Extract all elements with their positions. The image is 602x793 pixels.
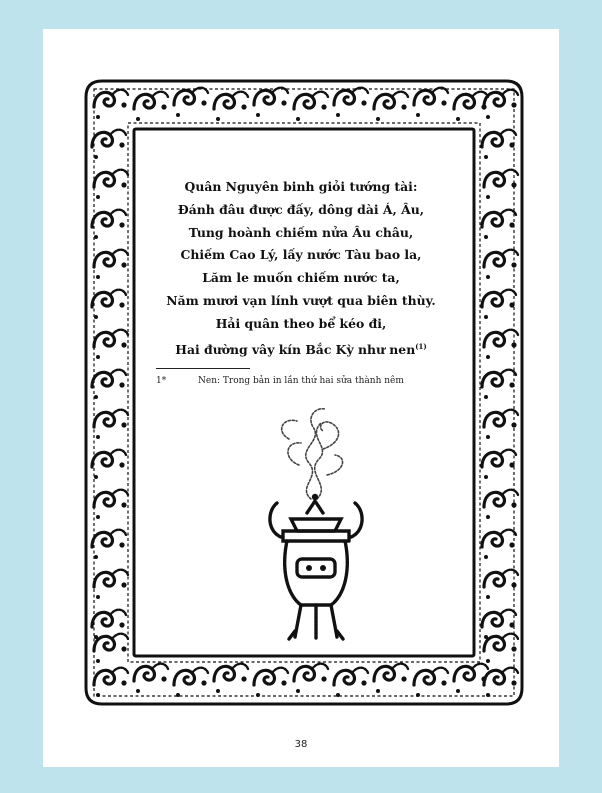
poem-text: [146, 176, 456, 361]
footnote: [156, 376, 456, 386]
poem-line: Hải quân theo bể kéo đi,: [215, 315, 387, 331]
poem-line: Lăm le muốn chiếm nước ta,: [202, 270, 400, 286]
poem-line-last: [146, 336, 456, 362]
footnote-marker: 1*: [156, 376, 167, 386]
poem-line-text: Hai đường vây kín Bắc Kỳ như nen: [175, 341, 416, 357]
book-page: [43, 29, 559, 767]
page-number: 38: [294, 739, 308, 750]
footnote-divider: [156, 368, 250, 369]
poem-line: Năm mươi vạn lính vượt qua biên thùy.: [166, 292, 436, 308]
incense-burner-icon: [261, 399, 371, 649]
poem-line: Quân Nguyên binh giỏi tướng tài:: [184, 179, 418, 194]
poem-line: Chiếm Cao Lý, lấy nước Tàu bao la,: [180, 247, 422, 263]
footnote-text: Nen: Trong bản in lần thứ hai sửa thành nêm: [198, 376, 404, 386]
poem-line: Tung hoành chiếm nửa Âu châu,: [188, 224, 414, 240]
poem-line: Đánh đâu được đấy, dông dài Á, Âu,: [177, 201, 425, 217]
footnote-reference: (1): [415, 341, 427, 351]
